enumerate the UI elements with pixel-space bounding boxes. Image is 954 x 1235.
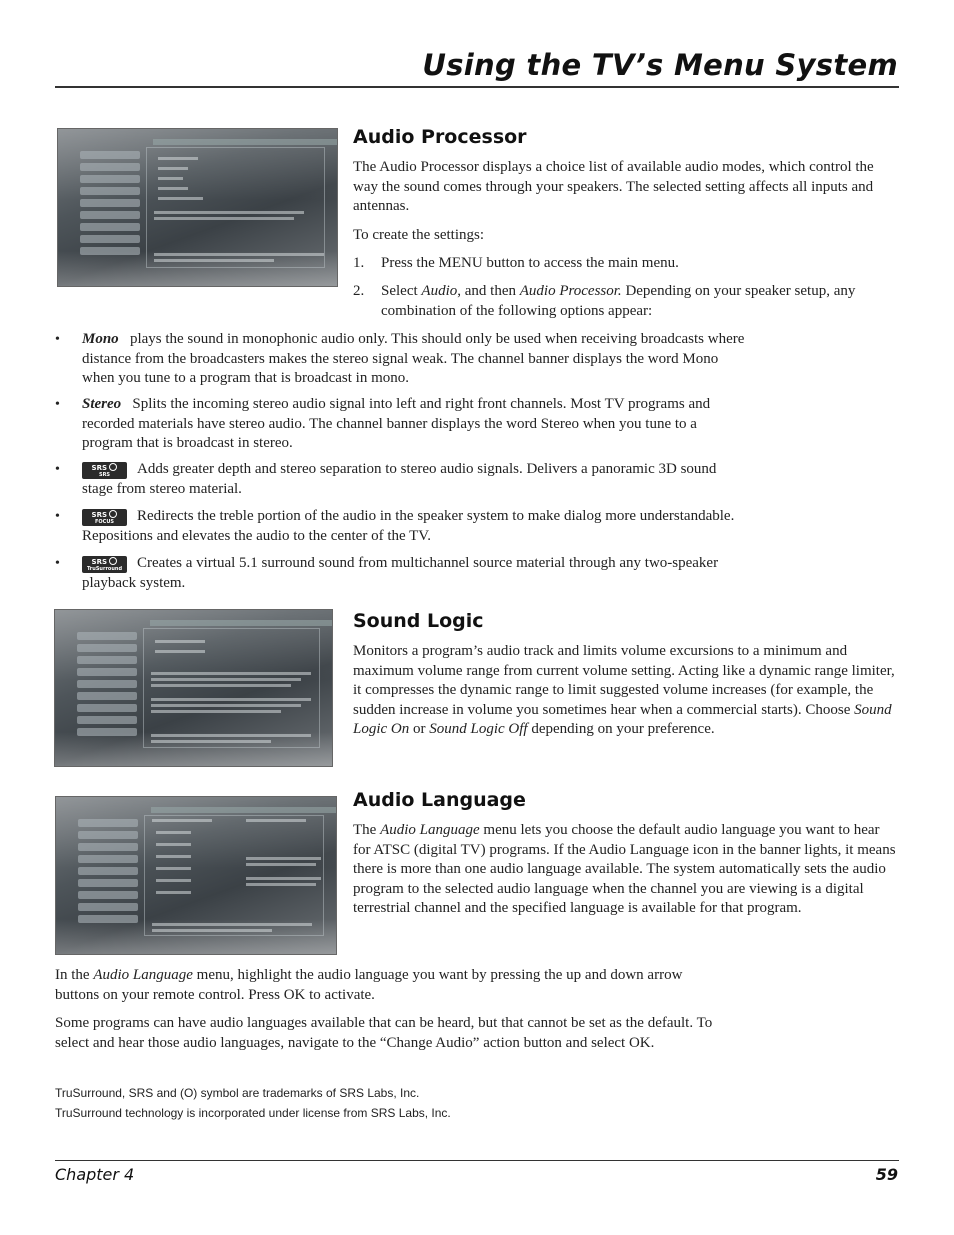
sound-logic-heading: Sound Logic [353, 610, 484, 632]
step-2-audio: Audio [421, 283, 458, 299]
mono-text: plays the sound in monophonic audio only. This should only be used when receiving broadcasts where distance from the broadcasters makes the stereo signal weak. The channel banner displays the word Mono when you tune to a program that is broadcast in mono. [82, 331, 745, 386]
step-2-text: Select Audio, and then Audio Processor. Depending on your speaker setup, any combination of the following options appear: [381, 283, 856, 319]
sound-logic-screenshot [54, 609, 333, 767]
step-1 [353, 254, 898, 274]
audio-processor-intro: The Audio Processor displays a choice list of available audio modes, which control the way the sound comes through your speakers. The selected setting affects all inputs and antennas. [353, 159, 874, 214]
sound-logic-off: Sound Logic Off [429, 721, 528, 737]
srs-text: Adds greater depth and stereo separation to stereo audio signals. Delivers a panoramic 3D sound stage from stereo material. [82, 461, 717, 497]
bullet-dot: • [55, 462, 60, 477]
audio-language-screenshot [55, 796, 337, 955]
bullet-dot: • [55, 397, 60, 412]
audio-processor-heading: Audio Processor [353, 126, 527, 148]
bullet-dot: • [55, 509, 60, 524]
step-1-number: 1. [353, 255, 365, 271]
bullet-dot: • [55, 556, 60, 571]
footer-rule [55, 1160, 899, 1161]
step-2-number: 2. [353, 283, 365, 299]
trademark-note: TruSurround, SRS and (O) symbol are trademarks of SRS Labs, Inc. [55, 1086, 420, 1100]
stereo-text: Splits the incoming stereo audio signal into left and right front channels. Most TV programs and recorded materials have stereo audio. The channel banner displays the word Stereo when you tune to a program that is broadcast in stereo. [82, 396, 711, 451]
mono-label: Mono [82, 331, 119, 347]
audio-language-italic-2: Audio Language [93, 967, 193, 983]
audio-processor-screenshot [57, 128, 338, 287]
steps-intro: To create the settings: [353, 227, 484, 243]
step-2-audio-processor: Audio Processor. [519, 283, 622, 299]
audio-language-p1: The Audio Language menu lets you choose the default audio language you want to hear for ATSC (digital TV) programs. If the Audio Language icon in the banner lights, it means there is more than one audio language available. The system automatically sets the audio program to the selected audio language when the channel you are viewing is a digital terrestrial channel and the specified language is available for that program. [353, 822, 896, 916]
page-title: Using the TV’s Menu System [422, 48, 898, 82]
option-trusurround [55, 554, 745, 593]
sound-logic-text: Monitors a program’s audio track and limits volume excursions to a minimum and maximum volume range from current volume setting. Acting like a dynamic range limiter, it compresses the dynamic range to limit suggested volume increases (for example, the sudden increase in volume you sometimes hear when a commercial starts). Choose Sound Logic On or Sound Logic Off depending on your preference. [353, 643, 895, 737]
audio-language-italic: Audio Language [380, 822, 480, 838]
audio-language-p3: Some programs can have audio languages available that can be heard, but that cannot be set as the default. To select and hear those audio languages, navigate to the “Change Audio” action button and select OK. [55, 1015, 713, 1051]
step-2 [353, 282, 898, 321]
step-1-text: Press the MENU button to access the main menu. [381, 255, 679, 271]
license-note: TruSurround technology is incorporated under license from SRS Labs, Inc. [55, 1106, 451, 1120]
footer-chapter: Chapter 4 [55, 1165, 135, 1184]
sound-logic-on: Sound Logic On [353, 701, 892, 737]
trusurround-logo-icon: SRS TruSurround [82, 556, 127, 573]
srs-focus-text: Redirects the treble portion of the audio in the speaker system to make dialog more understandable. Repositions and elevates the audio to the center of the TV. [82, 508, 735, 544]
option-stereo [55, 395, 745, 454]
srs-logo-icon: SRS SRS [82, 462, 127, 479]
audio-language-heading: Audio Language [353, 789, 526, 811]
srs-focus-logo-icon: SRS FOCUS [82, 509, 127, 526]
option-srs-focus [55, 507, 745, 546]
audio-language-p2: In the Audio Language menu, highlight the audio language you want by pressing the up and down arrow buttons on your remote control. Press OK to activate. [55, 967, 683, 1003]
title-rule [55, 86, 899, 88]
page-number: 59 [875, 1165, 898, 1184]
option-mono [55, 330, 745, 389]
option-srs [55, 460, 745, 499]
bullet-dot: • [55, 332, 60, 347]
stereo-label: Stereo [82, 396, 122, 412]
trusurround-text: Creates a virtual 5.1 surround sound from multichannel source material through any two-speaker playback system. [82, 555, 719, 591]
